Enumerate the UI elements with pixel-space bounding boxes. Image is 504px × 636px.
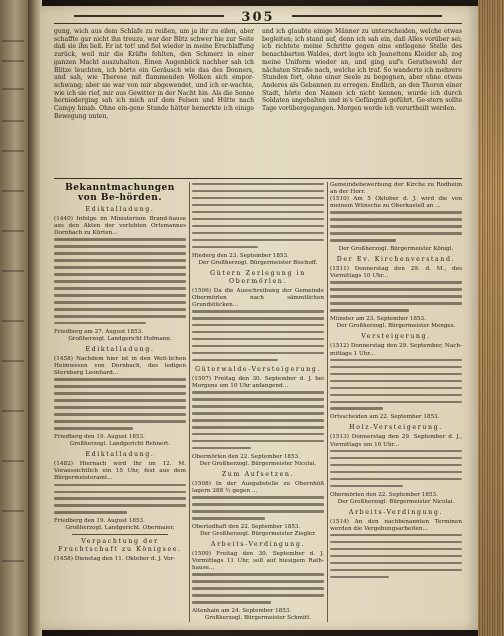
notice-body-lines	[330, 281, 462, 311]
notice-entry: (1508) In der Ausgabstelle zu Obernhöß lagern 288 ½ gegen ...	[192, 481, 324, 495]
notices-column-1	[54, 182, 186, 626]
notice-body-lines	[330, 534, 462, 578]
section-heading: Arbeits-Verdingung.	[210, 541, 306, 549]
story-text-right: und ich glaubte einige Männer zu unterscheiden, welche etwas begleiten; ich stand auf, denn ich sah ein, daß Alles vorüber sei; ich richtete meine Schritte gegen eine entlegene Stelle des benachbarten Waldes, dort legte ich Jeanettens Kleider ab, zog meine Uniform wieder an, und ging auf's Gerathewohl der nächsten Straße nach, welche ich traf. So wanderte ich mehrere Stunden fort, ohne einer Seele zu begegnen, aber ohne etwas Anderes als Gebannen zu erregen. Endlich, an den Thoren einer Stadt, hörte den Namen ich nicht kennen, wurde ich durch Soldaten angehalten und in's Gefängniß geführt. Ge-stern sollte Tage vorübergegangen. Morgen werde ich verurtheilt werden.	[262, 28, 462, 113]
notice-date: Obermörlen den 22. September 1853.	[192, 454, 300, 461]
notice-entry: (1513) Donnerstag den 29. September d. J., Vormittags um 10 Uhr...	[330, 434, 462, 448]
book-page	[40, 6, 478, 630]
notice-date: Friedberg den 19. August 1853.	[54, 434, 145, 441]
notice-body-lines	[192, 496, 324, 519]
notice-divider	[72, 534, 168, 535]
header-rule-right	[292, 15, 442, 17]
section-heading: Versteigerung.	[361, 333, 431, 341]
notices-title: Bekanntmachungen von Be-hörden.	[65, 183, 175, 203]
notice-date: Hiederg den 23. September 1853.	[192, 252, 289, 259]
notice-signature: Der Großherzogl. Bürgermeister Nicolai.	[337, 498, 455, 505]
section-heading: Güterwalde-Versteigerung.	[194, 366, 322, 373]
section-heading: Ediktalladung.	[85, 451, 155, 459]
notice-entry: (1514) An den nachbenannten Terminen werden die Vergebungsarbeiten...	[330, 518, 462, 532]
section-heading: Arbeits-Verdingung.	[348, 508, 444, 516]
section-heading: Ediktalladung.	[85, 346, 155, 354]
notice-entry: (1509) Freitag den 30. September d. J. Vormittags 11 Uhr, soll auf hiesigem Rath-hause...	[192, 551, 324, 572]
notice-signature: Großherzogl. Bürgermeister Schmitt.	[204, 615, 312, 622]
notice-body-lines	[330, 359, 462, 410]
notice-entry: (1458) Nachdem hier ist in den Weit-lichen Heimwesen von Dornbach, des ledigen Sternberg Leonhard...	[54, 356, 186, 377]
notice-entry: (1506) Da die Ausschreibung der Gemeinde Obermörlen nach sämmtlichen Grundstücken...	[192, 287, 324, 309]
notice-date: Ortsscheiden am 22. September 1853.	[330, 414, 440, 421]
notice-signature: Der Großherzogl. Bürgermeister Menges.	[336, 323, 456, 330]
notice-signature: Der Großherzogl. Bürgermeister Ziegler.	[199, 531, 317, 538]
notice-entry: (1482) Hiernach wird Ihr im 12. M. Voraussichtlich ein 15 Uhr, fest aus dem Bürgermeisteramt...	[54, 461, 186, 482]
notice-entry: (1510) Am 5 Oktober d. J. wird die von meinem Wünsche zu Oberkastell an ...	[330, 196, 462, 210]
notice-body-lines	[54, 378, 186, 429]
notice-date: Obermörlen den 22. September 1853.	[330, 491, 438, 498]
section-heading: Ediktalladung.	[85, 206, 155, 213]
notice-date: Friedberg am 27. August 1853.	[54, 329, 143, 336]
section-divider	[54, 178, 462, 179]
section-heading: Der Ev. Kirchenverstand.	[336, 256, 456, 264]
page-header	[54, 8, 462, 24]
notice-entry: (1440) Infolge im Ministerium Brand-hause aus den Akten der verlebten Ortsmannes Dornbach zu Kürten...	[54, 216, 186, 237]
section-heading: Verpachtung der Fruchtschaft zu Königsee.	[58, 538, 182, 554]
notice-body-lines	[330, 211, 462, 241]
section-heading: Gütern Zerlegung in Obermörlen.	[210, 269, 306, 285]
notice-body-lines	[192, 310, 324, 361]
notice-signature: Großherzogl. Landgericht Hofmann.	[68, 336, 172, 343]
notices-column-3	[330, 182, 462, 626]
page-block-edge	[478, 0, 504, 636]
notice-body-lines	[192, 573, 324, 603]
notice-signature: Der Großherzogl. Bürgermeister Königl.	[338, 246, 454, 253]
page-number: 305	[241, 10, 275, 25]
notice-signature: Der Großherzogl. Bürgermeister Bischoff.	[198, 259, 318, 266]
notice-entry: (1512) Donnerstag den 29. September, Nach-mittags 1 Uhr...	[330, 343, 462, 357]
column-separator	[327, 182, 328, 622]
notice-signature: Der Großherzogl. Bürgermeister Nicolai.	[199, 461, 317, 468]
notice-signature: Großherzogl. Landgericht. Obermaier.	[65, 525, 175, 532]
notice-signature: Großherzogl. Landgericht Rehnert.	[69, 441, 171, 448]
facing-page-edge	[0, 0, 28, 636]
header-rule-left	[74, 15, 224, 17]
notice-body-lines	[54, 238, 186, 324]
section-heading: Zum Aufsetzen.	[221, 471, 295, 479]
notice-date: Obertodhaft den 22. September 1853.	[192, 524, 301, 531]
notice-date: Friedberg den 19. August 1853.	[54, 518, 145, 525]
notice-body-lines	[54, 484, 186, 514]
section-heading: Holz-Versteigerung.	[349, 424, 443, 432]
notice-body-lines	[192, 391, 324, 449]
notice-entry: (1511) Donnerstag den 29. d. M., des Vormittags 10 Uhr...	[330, 266, 462, 280]
notice-entry: (1458) Dienstag den 11. Oktober d. J. Vor-	[54, 556, 176, 563]
notice-body-lines	[330, 450, 462, 487]
notice-date: Altenhain am 24. September 1853.	[192, 608, 292, 615]
column-separator	[189, 182, 190, 622]
story-text-left: gung, wich aus dem Schlafe zu reißen, um ja ihr zu eilen, aber schaffte gar nicht ihn treuzu, war der Blitz schwer hie zur Seite daß sie ihn ließ. Er ist tot! und fiel wieder in meine Erschlaffung zurück, weil mir die Kräfte fehlten, den Schmerz in einer ganzen Macht auszuhalten. Einen Augenblick nachher sah ich Blitze leuchten, ich hörte ein Geräusch wie das des Donners, und sah, wie Therese mit flammenden Wolken sich empor-schwang; aber sie war von mir abgewendet, und ich er-wachte, wie ich sie rief, mir aus Gewitter in der Nacht hin. Als die Sonne herniederging sah ich mich auf dem Felsen und Hütte nach Campy hinab. Ohne ein-gene Stunde hätter hemerkte ich einige Bewegung unten,	[54, 28, 254, 120]
notice-entry: (1507) Freitag den 30. September d. J. bei Morgens um 10 Uhr anfangend...	[192, 376, 324, 390]
notice-date: Münster am 23. September 1853.	[330, 316, 426, 323]
notices-area	[54, 182, 462, 626]
notice-intro: Gemeindebewerbung der Kirche zu Rodheim an der Horr.	[330, 182, 462, 196]
notices-column-2	[192, 182, 324, 626]
notice-body-lines	[192, 183, 324, 248]
